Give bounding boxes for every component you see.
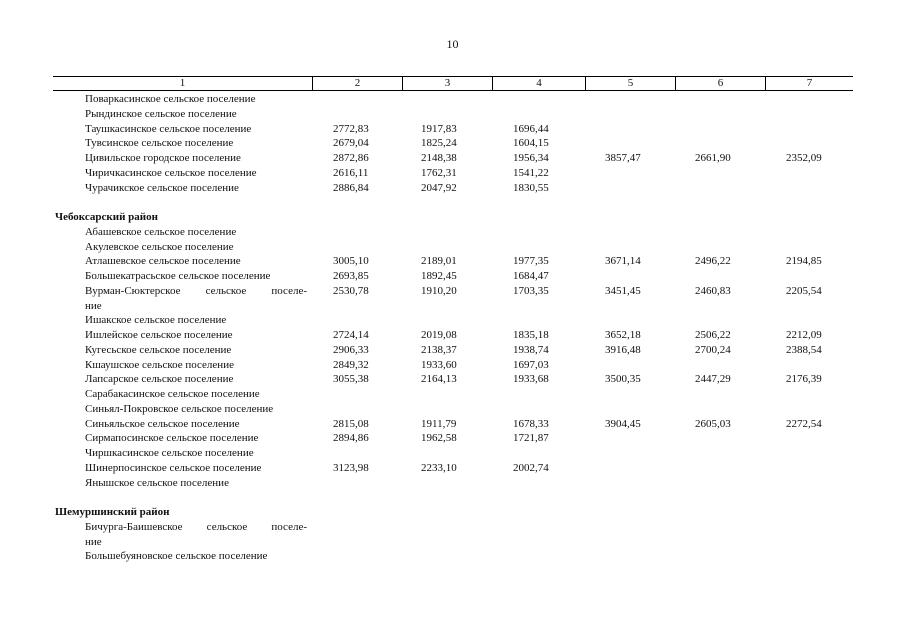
header-col-2: 2 xyxy=(354,77,361,89)
table-row xyxy=(0,313,905,328)
cell-col-2: 2894,86 xyxy=(333,432,369,445)
settlement-name: Кшаушское сельское поселение xyxy=(85,358,234,371)
settlement-name: Таушкасинское сельское поселение xyxy=(85,122,252,135)
cell-col-3: 2019,08 xyxy=(421,329,457,341)
cell-col-3: 2189,01 xyxy=(421,255,457,268)
settlement-name-word: сельское xyxy=(205,284,247,297)
cell-col-7: 2352,09 xyxy=(786,152,822,164)
settlement-name: Чурачикское сельское поселение xyxy=(85,181,239,194)
settlement-name xyxy=(85,520,307,535)
settlement-name: Акулевское сельское поселение xyxy=(85,240,234,253)
cell-col-5: 3916,48 xyxy=(605,343,641,356)
table-row xyxy=(0,549,905,564)
table-row xyxy=(0,328,905,343)
cell-col-4: 1938,74 xyxy=(513,343,549,356)
cell-col-4: 1684,47 xyxy=(513,270,549,282)
cell-col-7: 2176,39 xyxy=(786,373,822,386)
district-name: Шемуршинский район xyxy=(55,506,170,518)
cell-col-5: 3857,47 xyxy=(605,152,641,164)
cell-col-3: 1825,24 xyxy=(421,137,457,150)
settlement-name: ние xyxy=(85,299,102,312)
cell-col-7: 2388,54 xyxy=(786,343,822,356)
table-row xyxy=(0,535,905,550)
cell-col-2: 2815,08 xyxy=(333,417,369,430)
table-row xyxy=(0,417,905,432)
settlement-name: Атлашевское сельское поселение xyxy=(85,255,241,268)
settlement-name: Поваркасинское сельское поселение xyxy=(85,93,256,105)
settlement-name: Синьяльское сельское поселение xyxy=(85,417,240,430)
cell-col-6: 2460,83 xyxy=(695,284,731,297)
cell-col-3: 1892,45 xyxy=(421,270,457,282)
cell-col-5: 3671,14 xyxy=(605,255,641,268)
settlement-name: Сарабакасинское сельское поселение xyxy=(85,388,260,400)
settlement-name xyxy=(85,284,307,299)
table-row xyxy=(0,195,905,210)
table-row xyxy=(0,520,905,535)
cell-col-3: 1933,60 xyxy=(421,358,457,371)
table-row xyxy=(0,372,905,387)
settlement-name: Ишлейское сельское поселение xyxy=(85,329,233,341)
settlement-name-word: Вурман-Сюктерское xyxy=(85,284,181,297)
table-row xyxy=(0,136,905,151)
cell-col-2: 3123,98 xyxy=(333,461,369,474)
district-heading-row xyxy=(0,505,905,520)
cell-col-2: 3005,10 xyxy=(333,255,369,268)
table-row xyxy=(0,358,905,373)
cell-col-6: 2605,03 xyxy=(695,417,731,430)
settlement-name: Рындинское сельское поселение xyxy=(85,107,237,120)
table-row xyxy=(0,269,905,284)
table-row xyxy=(0,92,905,107)
page-number: 10 xyxy=(446,37,459,51)
header-col-3: 3 xyxy=(444,77,451,89)
settlement-name: Ишакское сельское поселение xyxy=(85,314,227,327)
table-row xyxy=(0,343,905,358)
cell-col-4: 2002,74 xyxy=(513,461,549,474)
table-row xyxy=(0,181,905,196)
cell-col-5: 3652,18 xyxy=(605,329,641,341)
header-col-7: 7 xyxy=(806,77,813,89)
header-col-4: 4 xyxy=(536,77,542,89)
table-row xyxy=(0,446,905,461)
cell-col-2: 2724,14 xyxy=(333,329,369,341)
settlement-name: Большебуяновское сельское поселение xyxy=(85,550,268,563)
table-row xyxy=(0,490,905,505)
settlement-name-word: сельское xyxy=(206,520,248,533)
table-row xyxy=(0,431,905,446)
settlement-name: Синьял-Покровское сельское поселение xyxy=(85,402,274,415)
header-col-5: 5 xyxy=(627,77,634,89)
cell-col-6: 2447,29 xyxy=(695,373,731,386)
cell-col-7: 2205,54 xyxy=(786,284,822,297)
cell-col-4: 1977,35 xyxy=(513,255,549,268)
cell-col-4: 1933,68 xyxy=(513,373,549,386)
cell-col-4: 1835,18 xyxy=(513,329,549,341)
cell-col-6: 2661,90 xyxy=(695,152,731,164)
table-row xyxy=(0,284,905,299)
table-row xyxy=(0,254,905,269)
table-body xyxy=(0,92,905,564)
cell-col-3: 2148,38 xyxy=(421,152,457,164)
cell-col-3: 1962,58 xyxy=(421,432,457,445)
cell-col-3: 1911,79 xyxy=(421,417,457,430)
cell-col-4: 1604,15 xyxy=(513,137,549,150)
settlement-name: Кугесьское сельское поселение xyxy=(85,343,232,356)
cell-col-7: 2212,09 xyxy=(786,329,822,341)
cell-col-3: 2233,10 xyxy=(421,461,457,474)
cell-col-7: 2194,85 xyxy=(786,255,822,268)
cell-col-2: 2872,86 xyxy=(333,152,369,164)
cell-col-3: 2047,92 xyxy=(421,181,457,194)
cell-col-4: 1696,44 xyxy=(513,122,549,135)
settlement-name: Лапсарское сельское поселение xyxy=(85,373,234,386)
district-name: Чебоксарский район xyxy=(55,211,158,223)
cell-col-4: 1697,03 xyxy=(513,358,549,371)
header-col-6: 6 xyxy=(717,77,724,89)
cell-col-3: 1910,20 xyxy=(421,284,457,297)
settlement-name-word: поселе- xyxy=(271,520,307,533)
cell-col-5: 3904,45 xyxy=(605,417,641,430)
settlement-name: Янышское сельское поселение xyxy=(85,476,229,489)
table-row xyxy=(0,225,905,240)
settlement-name: Сирмапосинское сельское поселение xyxy=(85,432,259,445)
cell-col-2: 3055,38 xyxy=(333,373,369,386)
table-row xyxy=(0,299,905,314)
cell-col-4: 1956,34 xyxy=(513,152,549,164)
cell-col-6: 2496,22 xyxy=(695,255,731,268)
cell-col-2: 2849,32 xyxy=(333,358,369,371)
table-row xyxy=(0,461,905,476)
cell-col-7: 2272,54 xyxy=(786,417,822,430)
settlement-name: Цивильское городское поселение xyxy=(85,152,241,164)
cell-col-2: 2679,04 xyxy=(333,137,369,150)
cell-col-5: 3500,35 xyxy=(605,373,641,386)
cell-col-2: 2906,33 xyxy=(333,343,369,356)
table-row xyxy=(0,122,905,137)
settlement-name: Тувсинское сельское поселение xyxy=(85,137,234,150)
settlement-name: Большекатрасьское сельское поселение xyxy=(85,270,271,282)
table-header xyxy=(53,76,853,91)
cell-col-2: 2693,85 xyxy=(333,270,369,282)
cell-col-2: 2772,83 xyxy=(333,122,369,135)
cell-col-2: 2530,78 xyxy=(333,284,369,297)
settlement-name: ние xyxy=(85,535,102,548)
table-row xyxy=(0,151,905,166)
settlement-name-word: поселе- xyxy=(271,284,307,297)
table-row xyxy=(0,240,905,255)
district-heading-row xyxy=(0,210,905,225)
cell-col-3: 2138,37 xyxy=(421,343,457,356)
cell-col-6: 2506,22 xyxy=(695,329,731,341)
settlement-name: Чиршкасинское сельское поселение xyxy=(85,447,254,459)
settlement-name-word: Бичурга-Баишевское xyxy=(85,520,183,533)
table-row xyxy=(0,387,905,402)
cell-col-4: 1703,35 xyxy=(513,284,549,297)
cell-col-4: 1541,22 xyxy=(513,166,549,179)
table-row xyxy=(0,402,905,417)
cell-col-4: 1721,87 xyxy=(513,432,549,445)
settlement-name: Абашевское сельское поселение xyxy=(85,225,237,238)
cell-col-3: 1762,31 xyxy=(421,166,457,179)
cell-col-6: 2700,24 xyxy=(695,343,731,356)
cell-col-3: 1917,83 xyxy=(421,122,457,135)
cell-col-2: 2886,84 xyxy=(333,181,369,194)
settlement-name: Чиричкасинское сельское поселение xyxy=(85,166,257,179)
header-col-1: 1 xyxy=(179,77,186,89)
cell-col-2: 2616,11 xyxy=(333,166,369,179)
settlement-name: Шинерпосинское сельское поселение xyxy=(85,461,262,474)
table-row xyxy=(0,107,905,122)
cell-col-5: 3451,45 xyxy=(605,284,641,297)
cell-col-4: 1678,33 xyxy=(513,417,549,430)
cell-col-3: 2164,13 xyxy=(421,373,457,386)
cell-col-4: 1830,55 xyxy=(513,181,549,194)
table-row xyxy=(0,476,905,491)
table-row xyxy=(0,166,905,181)
